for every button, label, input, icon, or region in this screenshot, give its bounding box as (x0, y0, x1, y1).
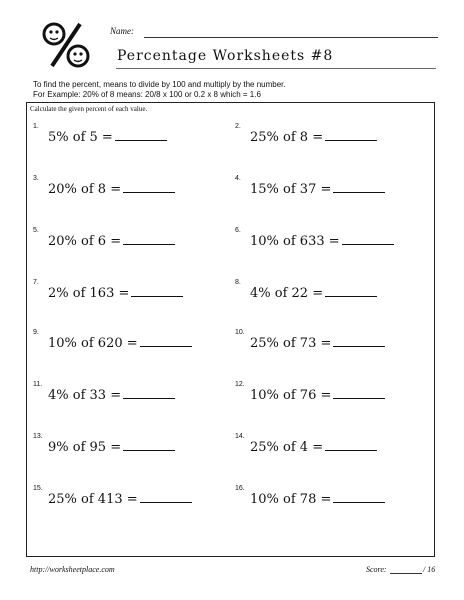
problem-number: 11. (33, 381, 43, 388)
percent-face-logo-icon (40, 20, 92, 70)
answer-blank[interactable] (123, 387, 175, 399)
problem-number: 10. (235, 329, 245, 336)
answer-blank[interactable] (342, 233, 394, 245)
problem-expression: 10% of 633 = (250, 234, 340, 249)
name-label: Name: (110, 26, 134, 36)
problems-box (26, 102, 435, 557)
answer-blank[interactable] (333, 181, 385, 193)
problem-number: 14. (235, 433, 245, 440)
answer-blank[interactable] (123, 181, 175, 193)
problem-expression: 9% of 95 = (48, 440, 122, 455)
name-field[interactable] (110, 27, 438, 39)
score-total: / 16 (423, 565, 436, 574)
problem-expression: 10% of 78 = (250, 492, 332, 507)
instructions-line-1: To find the percent, means to divide by 100 and multiply by the number. (33, 80, 286, 89)
problem-expression: 5% of 5 = (48, 130, 113, 145)
problem-number: 16. (235, 485, 245, 492)
answer-blank[interactable] (140, 491, 192, 503)
page-title: Percentage Worksheets #8 (117, 48, 334, 64)
problem-expression: 15% of 37 = (250, 182, 332, 197)
problem-number: 3. (33, 175, 39, 182)
problem-expression: 20% of 6 = (48, 234, 122, 249)
problem-number: 13. (33, 433, 43, 440)
problem-expression: 2% of 163 = (48, 286, 130, 301)
problem-number: 2. (235, 123, 241, 130)
problem-number: 15. (33, 485, 43, 492)
problem-expression: 25% of 413 = (48, 492, 138, 507)
title-divider (116, 68, 436, 69)
problem-number: 12. (235, 381, 245, 388)
footer-url-link[interactable]: http://worksheetplace.com (30, 565, 115, 574)
answer-blank[interactable] (140, 335, 192, 347)
answer-blank[interactable] (325, 285, 377, 297)
problem-expression: 4% of 33 = (48, 388, 122, 403)
instructions (33, 80, 286, 100)
problem-number: 4. (235, 175, 241, 182)
problem-number: 7. (33, 279, 39, 286)
answer-blank[interactable] (131, 285, 183, 297)
answer-blank[interactable] (325, 129, 377, 141)
name-line (144, 37, 438, 38)
problem-expression: 20% of 8 = (48, 182, 122, 197)
problem-number: 5. (33, 227, 39, 234)
instructions-line-2: For Example: 20% of 8 means: 20/8 x 100 or 0.2 x 8 which = 1.6 (33, 90, 261, 99)
problem-number: 8. (235, 279, 241, 286)
problem-expression: 10% of 620 = (48, 336, 138, 351)
answer-blank[interactable] (333, 387, 385, 399)
answer-blank[interactable] (333, 335, 385, 347)
answer-blank[interactable] (333, 491, 385, 503)
answer-blank[interactable] (325, 439, 377, 451)
problem-number: 9. (33, 329, 39, 336)
box-caption: Calculate the given percent of each value. (30, 105, 148, 113)
score-blank[interactable] (390, 573, 422, 574)
problem-expression: 4% of 22 = (250, 286, 324, 301)
problem-expression: 25% of 4 = (250, 440, 324, 455)
problem-expression: 10% of 76 = (250, 388, 332, 403)
answer-blank[interactable] (123, 233, 175, 245)
problem-expression: 25% of 8 = (250, 130, 324, 145)
problem-number: 1. (33, 123, 39, 130)
problem-number: 6. (235, 227, 241, 234)
answer-blank[interactable] (115, 129, 167, 141)
problem-expression: 25% of 73 = (250, 336, 332, 351)
answer-blank[interactable] (123, 439, 175, 451)
score-label: Score: (366, 565, 387, 574)
